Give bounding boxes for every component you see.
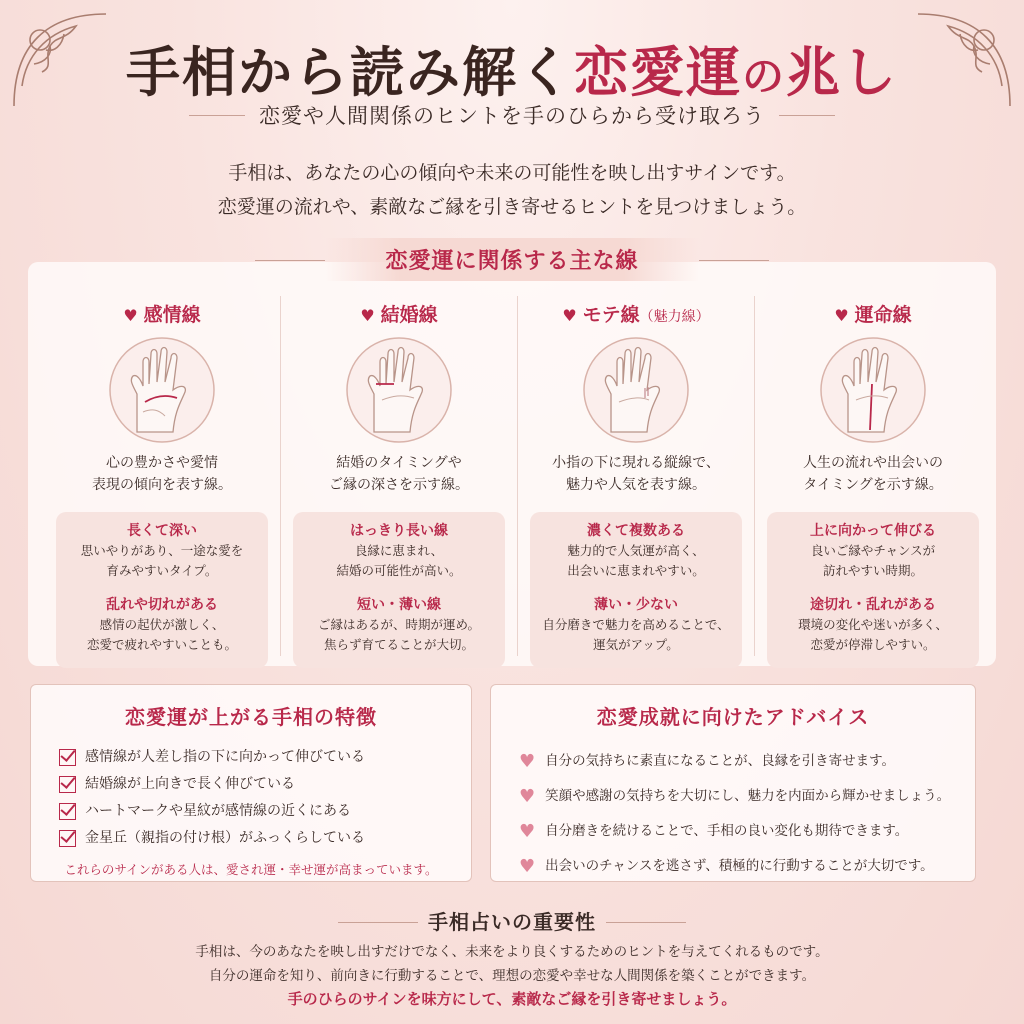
heart-icon: ♥ — [360, 306, 375, 325]
advice-title: 恋愛成就に向けたアドバイス — [596, 705, 870, 729]
check-icon — [59, 803, 76, 820]
bad-sign-heading: 途切れ・乱れがある — [810, 597, 936, 613]
line-card-title: ♥ 結婚線 — [360, 304, 438, 326]
title-particle: の — [741, 52, 786, 101]
good-sign-heading: 上に向かって伸びる — [810, 523, 936, 539]
list-item: ハートマークや星紋が感情線の近くにある — [59, 798, 471, 825]
palm-hand-icon — [810, 332, 936, 444]
importance-text: 手相は、今のあなたを映し出すだけでなく、未来をより良くするためのヒントを与えてくれるものです。 自分の運命を知り、前向きに行動することで、理想の恋愛や幸せな人間関係を築くことができます。 — [195, 944, 829, 984]
page-title — [0, 30, 1024, 107]
title-accent: 恋愛運 — [573, 40, 742, 104]
heart-icon: ♥ — [123, 306, 138, 325]
list-item: ♥ 出会いのチャンスを逃さず、積極的に行動することが大切です。 — [519, 849, 975, 884]
heart-icon: ♥ — [834, 306, 849, 325]
list-item: ♥ 自分の気持ちに素直になることが、良縁を引き寄せます。 — [519, 744, 975, 779]
heart-icon: ♥ — [519, 751, 536, 772]
heart-icon: ♥ — [562, 306, 577, 325]
intro-line: 手相は、あなたの心の傾向や未来の可能性を映し出すサインです。 — [228, 162, 796, 184]
line-card-kanjousen — [44, 296, 280, 656]
line-card-desc: 結婚のタイミングや ご縁の深さを示す線。 — [329, 455, 469, 493]
intro-text — [0, 156, 1024, 224]
line-card-desc: 心の豊かさや愛情 表現の傾向を表す線。 — [92, 455, 232, 493]
features-box — [30, 684, 472, 882]
check-icon — [59, 830, 76, 847]
advice-list — [519, 744, 975, 884]
list-item: 結婚線が上向きで長く伸びている — [59, 771, 471, 798]
page-subtitle: 恋愛や人間関係のヒントを手のひらから受け取ろう — [189, 100, 835, 130]
advice-box — [490, 684, 976, 882]
heart-icon: ♥ — [519, 821, 536, 842]
lines-banner-ribbon — [325, 238, 698, 281]
features-note: これらのサインがある人は、愛され運・幸せ運が高まっています。 — [64, 862, 438, 877]
intro-line: 恋愛運の流れや、素敵なご縁を引き寄せるヒントを見つけましょう。 — [217, 196, 807, 218]
importance-accent: 手のひらのサインを味方にして、素敵なご縁を引き寄せましょう。 — [287, 990, 737, 1008]
list-item: 金星丘（親指の付け根）がふっくらしている — [59, 825, 471, 852]
line-card-kekkonsen — [280, 296, 517, 656]
list-item: 感情線が人差し指の下に向かって伸びている — [59, 744, 471, 771]
good-sign-heading: 長くて深い — [127, 523, 197, 539]
line-card-info: 上に向かって伸びる 良いご縁やチャンスが 訪れやすい時期。 途切れ・乱れがある 環境の変化や迷いが多く、 恋愛が停滞しやすい。 — [767, 512, 979, 668]
palm-hand-icon — [99, 332, 225, 444]
palm-hand-icon — [573, 332, 699, 444]
bad-sign-heading: 乱れや切れがある — [106, 597, 218, 613]
features-list — [59, 744, 471, 852]
check-icon — [59, 749, 76, 766]
line-card-title: ♥ 感情線 — [123, 304, 201, 326]
line-card-title: ♥ モテ線（魅力線） — [562, 304, 710, 326]
check-icon — [59, 776, 76, 793]
lines-columns — [44, 296, 980, 656]
list-item: ♥ 笑顔や感謝の気持ちを大切にし、魅力を内面から輝かせましょう。 — [519, 779, 975, 814]
palm-hand-icon — [336, 332, 462, 444]
title-main: 手相から読み解く — [125, 40, 574, 104]
line-card-desc: 人生の流れや出会いの タイミングを示す線。 — [803, 455, 943, 493]
good-sign-heading: 濃くて複数ある — [587, 523, 685, 539]
line-card-desc: 小指の下に現れる縦線で、 魅力や人気を表す線。 — [552, 455, 720, 493]
line-card-unmeisen — [754, 296, 991, 656]
title-end: 兆し — [786, 40, 898, 104]
line-card-title: ♥ 運命線 — [834, 304, 912, 326]
features-title: 恋愛運が上がる手相の特徴 — [125, 705, 377, 729]
list-item: ♥ 自分磨きを続けることで、手相の良い変化も期待できます。 — [519, 814, 975, 849]
subtitle-wrap — [0, 100, 1024, 130]
heart-icon: ♥ — [519, 856, 536, 877]
lines-banner-label: 恋愛運に関係する主な線 — [385, 248, 639, 274]
importance-title: 手相占いの重要性 — [338, 910, 686, 934]
good-sign-heading: はっきり長い線 — [350, 523, 448, 539]
line-card-info: 濃くて複数ある 魅力的で人気運が高く、 出会いに恵まれやすい。 薄い・少ない 自分磨きで魅力を高めることで、 運気がアップ。 — [530, 512, 742, 668]
importance-heading — [0, 906, 1024, 935]
bad-sign-heading: 薄い・少ない — [594, 597, 678, 613]
line-card-info: はっきり長い線 良縁に恵まれ、 結婚の可能性が高い。 短い・薄い線 ご縁はあるが、時期が運め。 焦らず育てることが大切。 — [293, 512, 505, 668]
line-card-motesen — [517, 296, 754, 656]
lines-banner — [0, 238, 1024, 281]
bad-sign-heading: 短い・薄い線 — [357, 597, 441, 613]
heart-icon: ♥ — [519, 786, 536, 807]
line-card-info: 長くて深い 思いやりがあり、一途な愛を 育みやすいタイプ。 乱れや切れがある 感情の起伏が激しく、 恋愛で疲れやすいことも。 — [56, 512, 268, 668]
